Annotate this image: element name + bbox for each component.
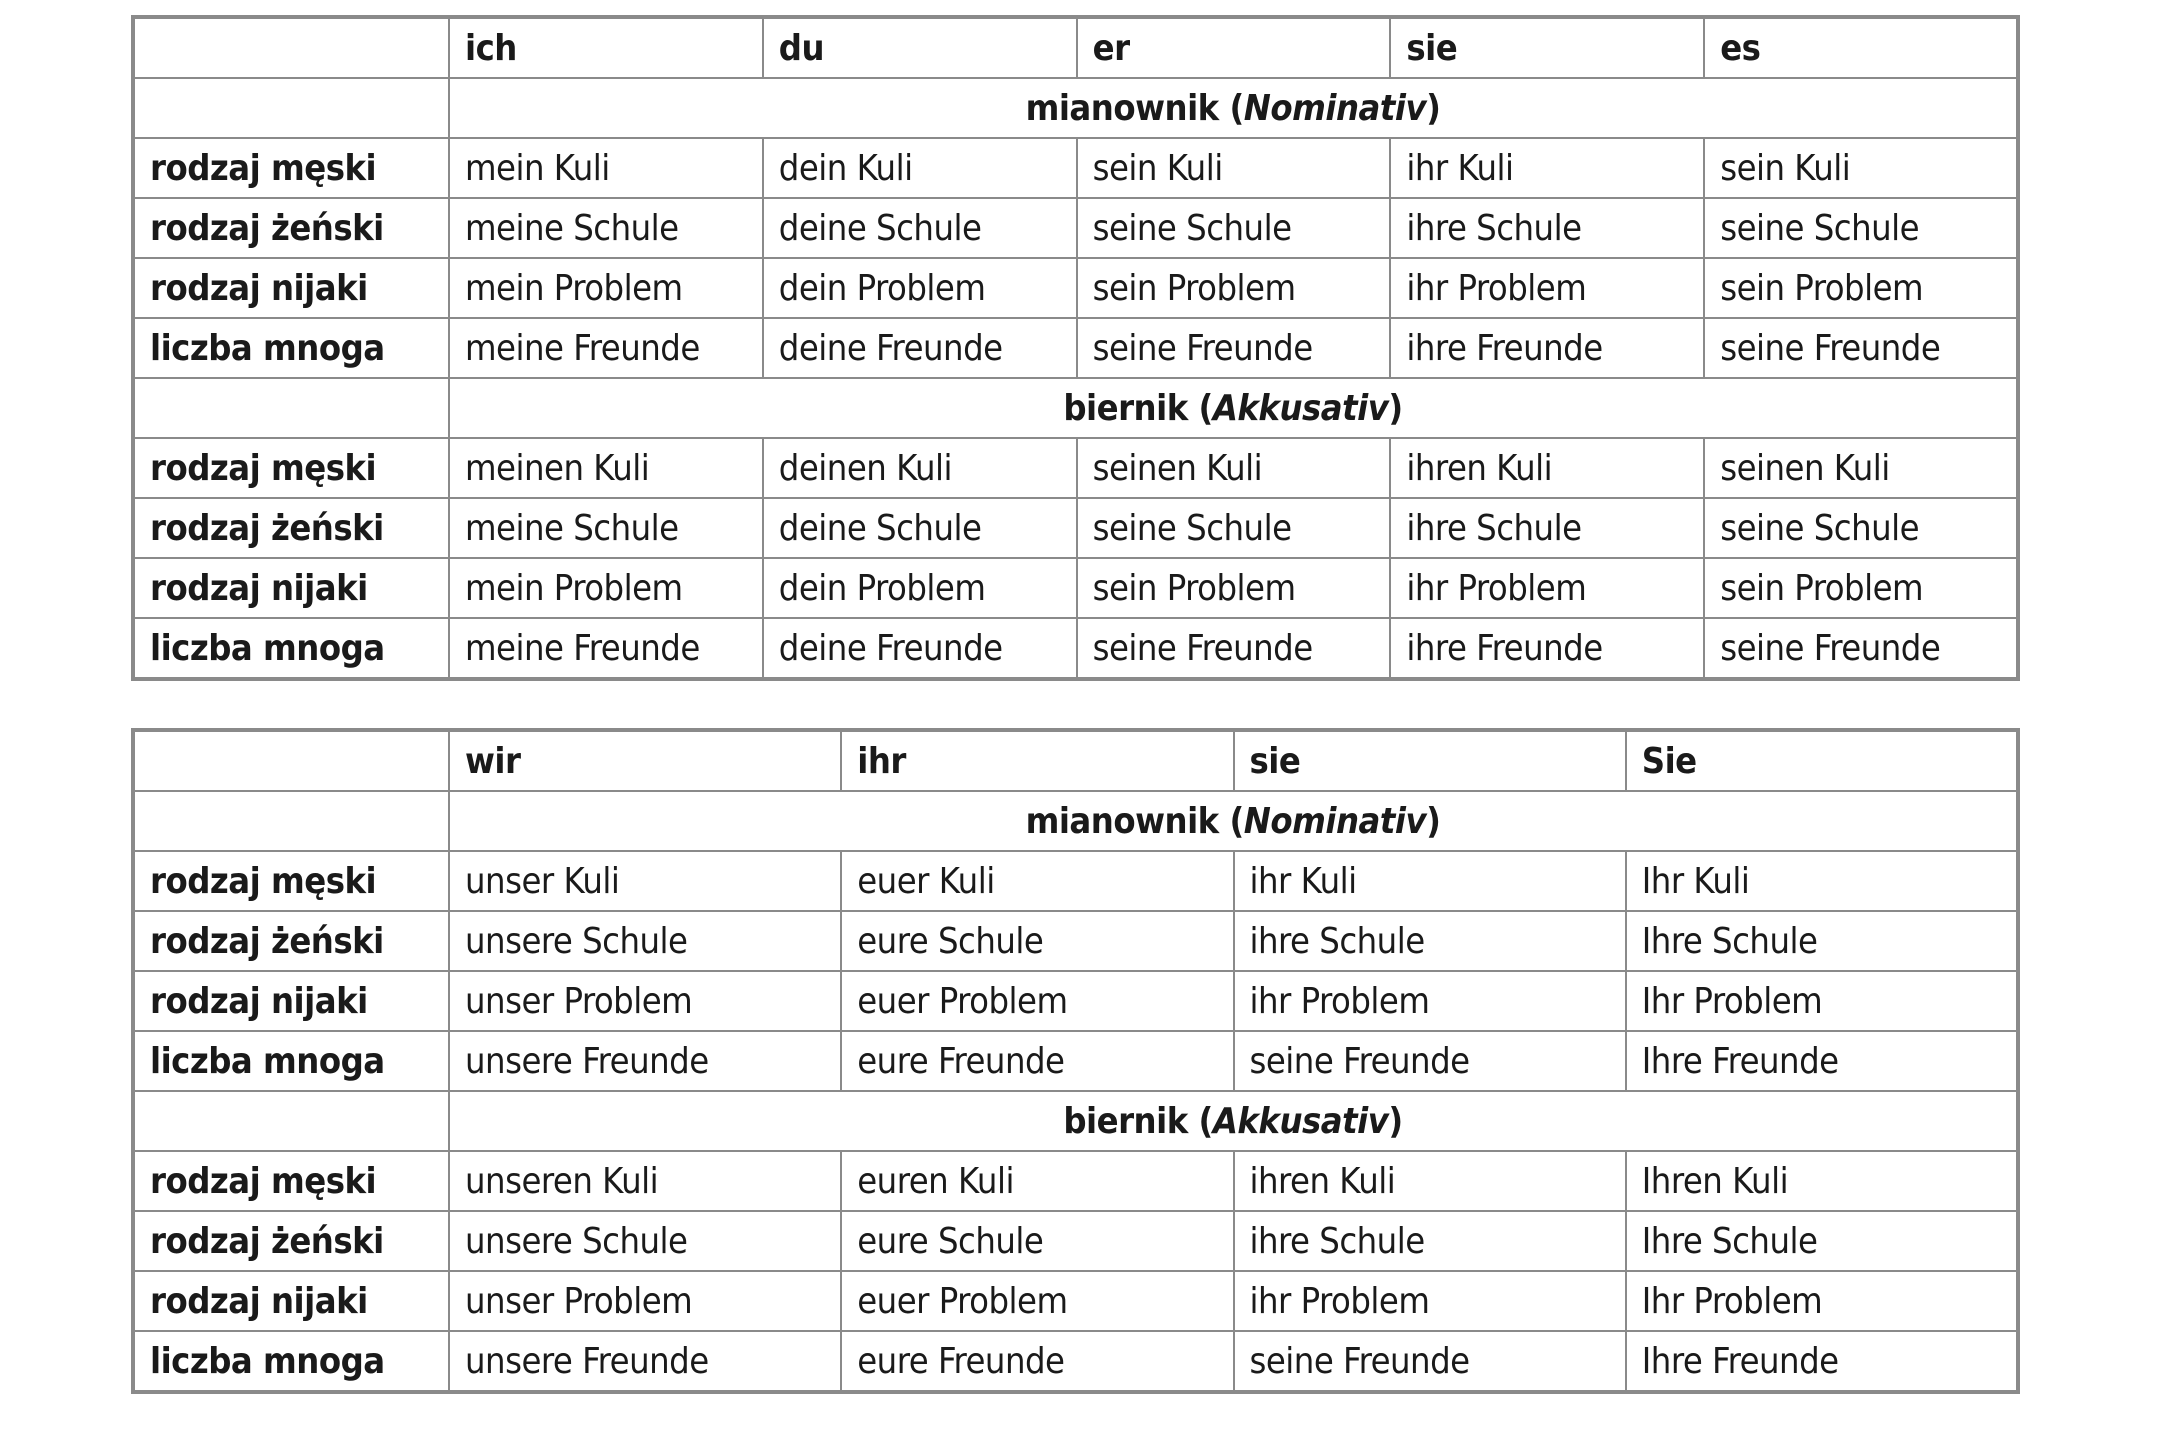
table-cell: deine Schule — [763, 198, 1077, 258]
table-cell: euer Problem — [841, 1271, 1233, 1331]
row-label: rodzaj żeński — [133, 1211, 449, 1271]
table-cell: unser Problem — [449, 1271, 841, 1331]
row-label: rodzaj nijaki — [133, 971, 449, 1031]
empty-cell — [133, 378, 449, 438]
table-cell: meine Schule — [449, 498, 763, 558]
case-header-nominativ: mianownik (Nominativ) — [449, 78, 2018, 138]
table-cell: ihr Problem — [1390, 558, 1704, 618]
table-cell: seine Schule — [1704, 198, 2018, 258]
case-header-row — [133, 791, 2018, 851]
case-header-nominativ: mianownik (Nominativ) — [449, 791, 2018, 851]
table-cell: euer Kuli — [841, 851, 1233, 911]
table-cell: seine Schule — [1077, 498, 1391, 558]
row-label: rodzaj nijaki — [133, 558, 449, 618]
table-cell: ihr Problem — [1390, 258, 1704, 318]
table-cell: Ihren Kuli — [1626, 1151, 2018, 1211]
table-cell: deine Freunde — [763, 618, 1077, 679]
table-row — [133, 1031, 2018, 1091]
table-cell: sein Problem — [1704, 558, 2018, 618]
pronoun-header: wir — [449, 730, 841, 791]
row-label: rodzaj żeński — [133, 198, 449, 258]
case-header-row — [133, 78, 2018, 138]
table-cell: Ihr Problem — [1626, 1271, 2018, 1331]
table-cell: sein Problem — [1077, 258, 1391, 318]
table-row — [133, 1331, 2018, 1392]
table-cell: ihre Schule — [1390, 198, 1704, 258]
table-cell: sein Kuli — [1077, 138, 1391, 198]
table-row — [133, 498, 2018, 558]
row-label: rodzaj żeński — [133, 498, 449, 558]
table-cell: unsere Schule — [449, 1211, 841, 1271]
table-cell: seine Schule — [1704, 498, 2018, 558]
row-label: liczba mnoga — [133, 1331, 449, 1392]
table-cell: seine Freunde — [1234, 1331, 1626, 1392]
table-cell: deine Freunde — [763, 318, 1077, 378]
pronoun-header: es — [1704, 17, 2018, 78]
table-cell: euer Problem — [841, 971, 1233, 1031]
table-cell: ihr Kuli — [1234, 851, 1626, 911]
pronoun-header: ihr — [841, 730, 1233, 791]
table-cell: unsere Schule — [449, 911, 841, 971]
row-label: rodzaj nijaki — [133, 258, 449, 318]
pronoun-header-row — [133, 17, 2018, 78]
table-row — [133, 198, 2018, 258]
table-cell: Ihre Schule — [1626, 1211, 2018, 1271]
table-cell: dein Problem — [763, 558, 1077, 618]
table-row — [133, 1151, 2018, 1211]
singular-possessive-table — [131, 15, 2020, 681]
case-header-row — [133, 378, 2018, 438]
pronoun-header: ich — [449, 17, 763, 78]
table-cell: deinen Kuli — [763, 438, 1077, 498]
row-label: liczba mnoga — [133, 1031, 449, 1091]
table-cell: unser Kuli — [449, 851, 841, 911]
table-row — [133, 1271, 2018, 1331]
table-cell: Ihr Problem — [1626, 971, 2018, 1031]
table-cell: sein Problem — [1704, 258, 2018, 318]
table-cell: ihre Schule — [1390, 498, 1704, 558]
corner-cell — [133, 730, 449, 791]
pronoun-header: Sie — [1626, 730, 2018, 791]
table-row — [133, 1211, 2018, 1271]
pronoun-header-row — [133, 730, 2018, 791]
table-cell: sein Problem — [1077, 558, 1391, 618]
row-label: rodzaj żeński — [133, 911, 449, 971]
case-header-akkusativ: biernik (Akkusativ) — [449, 378, 2018, 438]
row-label: rodzaj nijaki — [133, 1271, 449, 1331]
table-cell: eure Freunde — [841, 1031, 1233, 1091]
table-cell: eure Schule — [841, 911, 1233, 971]
table-cell: mein Kuli — [449, 138, 763, 198]
pronoun-header: sie — [1390, 17, 1704, 78]
table-cell: ihr Kuli — [1390, 138, 1704, 198]
table-row — [133, 911, 2018, 971]
table-cell: seine Freunde — [1704, 618, 2018, 679]
table-cell: Ihre Freunde — [1626, 1331, 2018, 1392]
table-cell: deine Schule — [763, 498, 1077, 558]
table-cell: meine Freunde — [449, 318, 763, 378]
table-cell: seine Schule — [1077, 198, 1391, 258]
table-cell: Ihr Kuli — [1626, 851, 2018, 911]
table-cell: seinen Kuli — [1704, 438, 2018, 498]
row-label: rodzaj męski — [133, 138, 449, 198]
table-cell: seine Freunde — [1704, 318, 2018, 378]
pronoun-header: du — [763, 17, 1077, 78]
table-cell: meinen Kuli — [449, 438, 763, 498]
row-label: rodzaj męski — [133, 438, 449, 498]
table-cell: Ihre Schule — [1626, 911, 2018, 971]
table-cell: sein Kuli — [1704, 138, 2018, 198]
table-row — [133, 618, 2018, 679]
table-cell: Ihre Freunde — [1626, 1031, 2018, 1091]
table-cell: ihr Problem — [1234, 1271, 1626, 1331]
table-row — [133, 318, 2018, 378]
table-cell: ihren Kuli — [1390, 438, 1704, 498]
table-row — [133, 971, 2018, 1031]
case-header-akkusativ: biernik (Akkusativ) — [449, 1091, 2018, 1151]
pronoun-header: sie — [1234, 730, 1626, 791]
table-cell: ihr Problem — [1234, 971, 1626, 1031]
table-cell: seinen Kuli — [1077, 438, 1391, 498]
table-row — [133, 258, 2018, 318]
table-row — [133, 558, 2018, 618]
row-label: rodzaj męski — [133, 851, 449, 911]
pronoun-header: er — [1077, 17, 1391, 78]
table-cell: eure Schule — [841, 1211, 1233, 1271]
row-label: liczba mnoga — [133, 618, 449, 679]
table-cell: unser Problem — [449, 971, 841, 1031]
table-cell: dein Problem — [763, 258, 1077, 318]
table-cell: seine Freunde — [1077, 618, 1391, 679]
plural-possessive-table — [131, 728, 2020, 1394]
table-cell: ihre Schule — [1234, 1211, 1626, 1271]
table-cell: meine Schule — [449, 198, 763, 258]
table-cell: mein Problem — [449, 558, 763, 618]
table-cell: dein Kuli — [763, 138, 1077, 198]
table-cell: ihre Freunde — [1390, 618, 1704, 679]
table-cell: mein Problem — [449, 258, 763, 318]
empty-cell — [133, 791, 449, 851]
empty-cell — [133, 78, 449, 138]
empty-cell — [133, 1091, 449, 1151]
table-cell: ihre Schule — [1234, 911, 1626, 971]
table-cell: unseren Kuli — [449, 1151, 841, 1211]
table-cell: eure Freunde — [841, 1331, 1233, 1392]
table-row — [133, 438, 2018, 498]
table-cell: euren Kuli — [841, 1151, 1233, 1211]
table-cell: ihren Kuli — [1234, 1151, 1626, 1211]
table-row — [133, 138, 2018, 198]
row-label: liczba mnoga — [133, 318, 449, 378]
table-cell: unsere Freunde — [449, 1331, 841, 1392]
table-cell: unsere Freunde — [449, 1031, 841, 1091]
case-header-row — [133, 1091, 2018, 1151]
corner-cell — [133, 17, 449, 78]
table-row — [133, 851, 2018, 911]
table-cell: seine Freunde — [1077, 318, 1391, 378]
table-cell: meine Freunde — [449, 618, 763, 679]
row-label: rodzaj męski — [133, 1151, 449, 1211]
table-cell: seine Freunde — [1234, 1031, 1626, 1091]
table-cell: ihre Freunde — [1390, 318, 1704, 378]
